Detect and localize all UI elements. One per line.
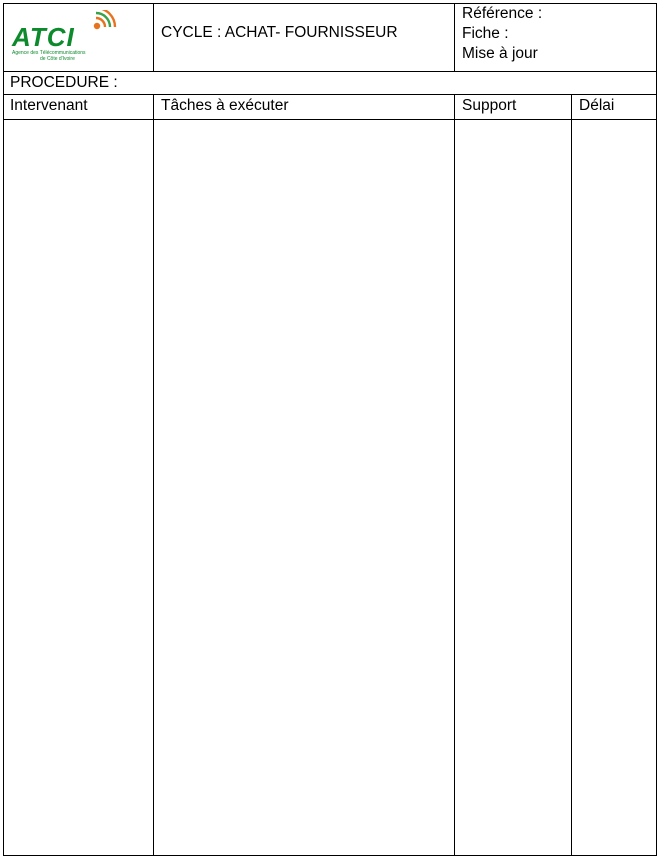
procedure-label: PROCEDURE : bbox=[10, 74, 118, 91]
atci-logo bbox=[10, 10, 122, 66]
column-header-delai: Délai bbox=[579, 97, 615, 114]
header-divider bbox=[3, 71, 657, 72]
column-header-divider bbox=[3, 119, 657, 120]
column-separator-1 bbox=[153, 94, 154, 856]
header-separator-2 bbox=[454, 3, 455, 72]
column-separator-3 bbox=[571, 94, 572, 856]
column-header-support: Support bbox=[462, 97, 517, 114]
fiche-label: Fiche : bbox=[462, 25, 509, 42]
atci-logo-graphic bbox=[10, 10, 122, 66]
header-separator-1 bbox=[153, 3, 154, 72]
border-top bbox=[3, 3, 657, 4]
procedure-divider bbox=[3, 94, 657, 95]
update-label: Mise à jour bbox=[462, 45, 538, 62]
cycle-title: CYCLE : ACHAT- FOURNISSEUR bbox=[161, 24, 398, 41]
signal-dot-icon bbox=[94, 23, 100, 29]
border-left bbox=[3, 3, 4, 856]
logo-tagline-1: Agence des Télécommunications bbox=[12, 50, 86, 56]
column-header-intervenant: Intervenant bbox=[10, 97, 88, 114]
reference-label: Référence : bbox=[462, 5, 543, 22]
border-bottom bbox=[3, 855, 657, 856]
column-header-taches: Tâches à exécuter bbox=[161, 97, 289, 114]
logo-tagline-2: de Côte d'Ivoire bbox=[40, 56, 75, 62]
column-separator-2 bbox=[454, 94, 455, 856]
logo-wordmark: ATCI bbox=[12, 22, 75, 52]
border-right bbox=[656, 3, 657, 856]
